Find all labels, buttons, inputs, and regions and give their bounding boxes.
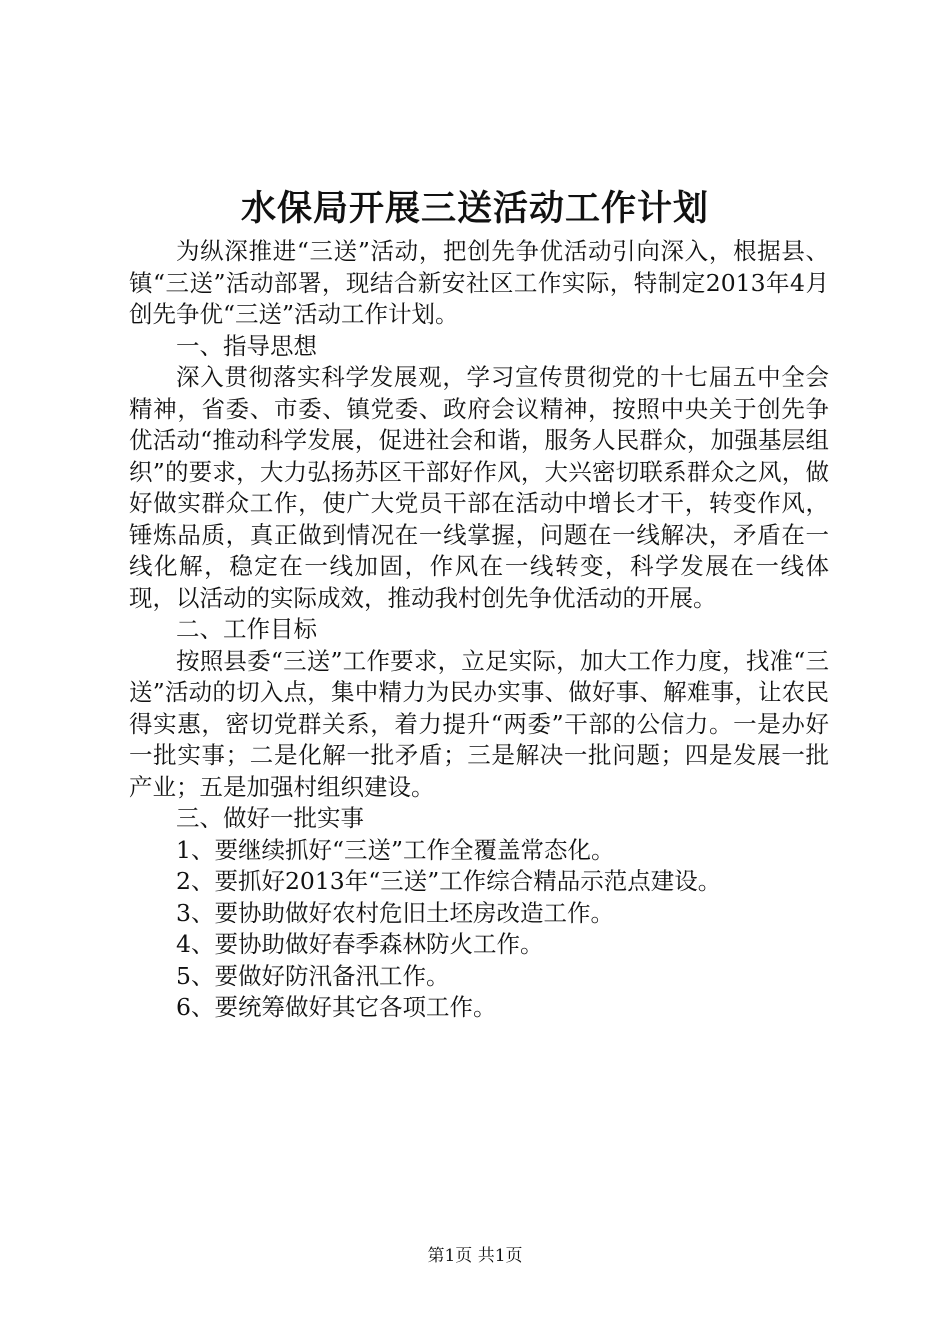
list-item: 3、要协助做好农村危旧土坯房改造工作。 — [176, 898, 614, 927]
list-item: 6、要统筹做好其它各项工作。 — [176, 993, 497, 1021]
list-item: 5、要做好防汛备汛工作。 — [176, 961, 450, 990]
section-paragraph-work-goals: 按照县委“三送”工作要求，立足实际，加大工作力度，找准“三送”活动的切入点，集中精力为民办实事、做好事、解难事，让农民得实惠，密切党群关系，着力提升“两委”干部的公信力。一是办好一批实事；二是化解一批矛盾；三是解决一批问题；四是发展一批产业；五是加强村组织建设。 — [129, 646, 829, 801]
section-heading-practical-tasks: 三、做好一批实事 — [176, 804, 364, 832]
list-item: 2、要抓好2013年“三送”工作综合精品示范点建设。 — [176, 867, 722, 895]
section-heading-work-goals: 二、工作目标 — [176, 615, 317, 643]
document-body — [129, 236, 829, 1024]
section-paragraph-guiding-ideology: 深入贯彻落实科学发展观，学习宣传贯彻党的十七届五中全会精神，省委、市委、镇党委、政府会议精神，按照中央关于创先争优活动“推动科学发展，促进社会和谐，服务人民群众，加强基层组织”的要求，大力弘扬苏区干部好作风，大兴密切联系群众之风，做好做实群众工作，使广大党员干部在活动中增长才干，转变作风，锤炼品质，真正做到情况在一线掌握，问题在一线解决，矛盾在一线化解，稳定在一线加固，作风在一线转变，科学发展在一线体现，以活动的实际成效，推动我村创先争优活动的开展。 — [129, 363, 829, 612]
section-heading-guiding-ideology: 一、指导思想 — [176, 331, 317, 360]
document-title: 水保局开展三送活动工作计划 — [240, 188, 709, 229]
list-item: 1、要继续抓好“三送”工作全覆盖常态化。 — [176, 835, 615, 864]
page-number-footer: 第1页 共1页 — [427, 1246, 523, 1266]
intro-paragraph: 为纵深推进“三送”活动，把创先争优活动引向深入，根据县、镇“三送”活动部署，现结合新安社区工作实际，特制定2013年4月创先争优“三送”活动工作计划。 — [129, 237, 829, 328]
list-item: 4、要协助做好春季森林防火工作。 — [176, 930, 544, 958]
